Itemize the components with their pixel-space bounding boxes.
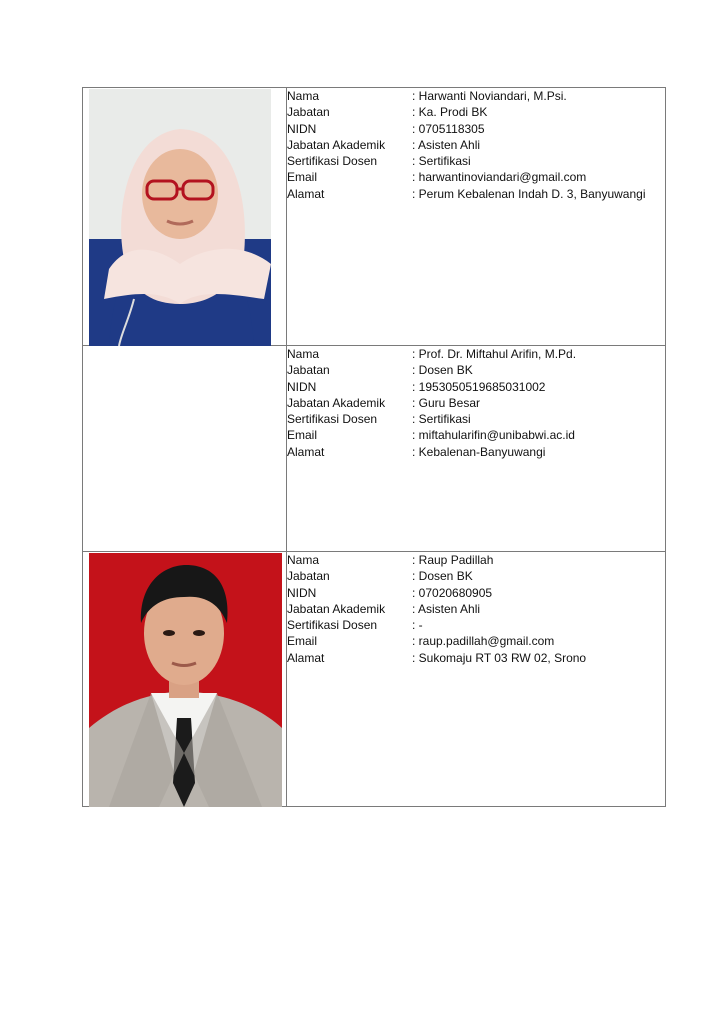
field-nama — [287, 346, 665, 362]
field-alamat — [287, 186, 665, 202]
staff-sheet — [82, 87, 666, 808]
label-jabatan-akademik: Jabatan Akademik — [287, 137, 386, 152]
staff-photo — [89, 89, 271, 346]
info-cell — [287, 552, 666, 807]
value-jabatan: : Dosen BK — [412, 569, 473, 584]
label-nidn: NIDN — [287, 121, 317, 136]
label-alamat: Alamat — [287, 186, 325, 201]
label-nama: Nama — [287, 89, 320, 103]
field-alamat — [287, 444, 665, 460]
field-nama — [287, 552, 665, 568]
field-email — [287, 633, 665, 649]
value-jabatan: : Dosen BK — [412, 363, 473, 378]
photo-cell-empty — [83, 346, 287, 552]
label-alamat: Alamat — [287, 444, 325, 459]
label-jabatan: Jabatan — [287, 363, 330, 378]
label-nidn: NIDN — [287, 585, 317, 600]
field-jabatan-akademik — [287, 137, 665, 153]
label-email: Email — [287, 428, 318, 443]
table-row — [83, 88, 666, 346]
field-nidn — [287, 585, 665, 601]
field-nidn — [287, 121, 665, 137]
field-jabatan — [287, 362, 665, 378]
info-cell — [287, 88, 666, 346]
label-jabatan: Jabatan — [287, 569, 330, 584]
field-email — [287, 427, 665, 443]
value-nama: : Raup Padillah — [412, 553, 494, 567]
value-sertifikasi: : Sertifikasi — [412, 154, 471, 169]
value-jabatan: : Ka. Prodi BK — [412, 105, 488, 120]
label-jabatan-akademik: Jabatan Akademik — [287, 395, 386, 410]
field-sertifikasi — [287, 153, 665, 169]
value-email: : raup.padillah@gmail.com — [412, 634, 555, 649]
field-nama — [287, 88, 665, 104]
info-cell — [287, 346, 666, 552]
label-jabatan: Jabatan — [287, 105, 330, 120]
value-nama: : Harwanti Noviandari, M.Psi. — [412, 89, 567, 103]
value-alamat: : Perum Kebalenan Indah D. 3, Banyuwangi — [412, 186, 646, 201]
field-email — [287, 169, 665, 185]
value-nidn: : 1953050519685031002 — [412, 379, 546, 394]
photo-cell — [83, 88, 287, 346]
field-jabatan-akademik — [287, 601, 665, 617]
value-nidn: : 0705118305 — [412, 121, 485, 136]
table-row — [83, 552, 666, 807]
value-email: : harwantinoviandari@gmail.com — [412, 170, 587, 185]
label-nama: Nama — [287, 347, 320, 361]
label-nidn: NIDN — [287, 379, 317, 394]
value-email: : miftahularifin@unibabwi.ac.id — [412, 428, 575, 443]
label-sertifikasi: Sertifikasi Dosen — [287, 154, 378, 169]
field-sertifikasi — [287, 617, 665, 633]
table-row — [83, 346, 666, 552]
value-alamat: : Kebalenan-Banyuwangi — [412, 444, 546, 459]
field-nidn — [287, 379, 665, 395]
field-jabatan-akademik — [287, 395, 665, 411]
staff-table — [82, 87, 666, 807]
label-jabatan-akademik: Jabatan Akademik — [287, 601, 386, 616]
value-jabatan-akademik: : Guru Besar — [412, 395, 481, 410]
label-sertifikasi: Sertifikasi Dosen — [287, 412, 378, 427]
value-alamat: : Sukomaju RT 03 RW 02, Srono — [412, 650, 587, 665]
value-jabatan-akademik: : Asisten Ahli — [412, 601, 481, 616]
field-jabatan — [287, 104, 665, 120]
field-sertifikasi — [287, 411, 665, 427]
photo-cell — [83, 552, 287, 807]
value-sertifikasi: : Sertifikasi — [412, 412, 471, 427]
label-sertifikasi: Sertifikasi Dosen — [287, 618, 378, 633]
value-nidn: : 07020680905 — [412, 585, 493, 600]
label-email: Email — [287, 634, 318, 649]
field-jabatan — [287, 568, 665, 584]
value-sertifikasi: : - — [412, 618, 423, 633]
field-alamat — [287, 650, 665, 666]
label-email: Email — [287, 170, 318, 185]
value-jabatan-akademik: : Asisten Ahli — [412, 137, 481, 152]
value-nama: : Prof. Dr. Miftahul Arifin, M.Pd. — [412, 347, 577, 361]
label-alamat: Alamat — [287, 650, 325, 665]
staff-photo — [89, 553, 282, 807]
label-nama: Nama — [287, 553, 320, 567]
